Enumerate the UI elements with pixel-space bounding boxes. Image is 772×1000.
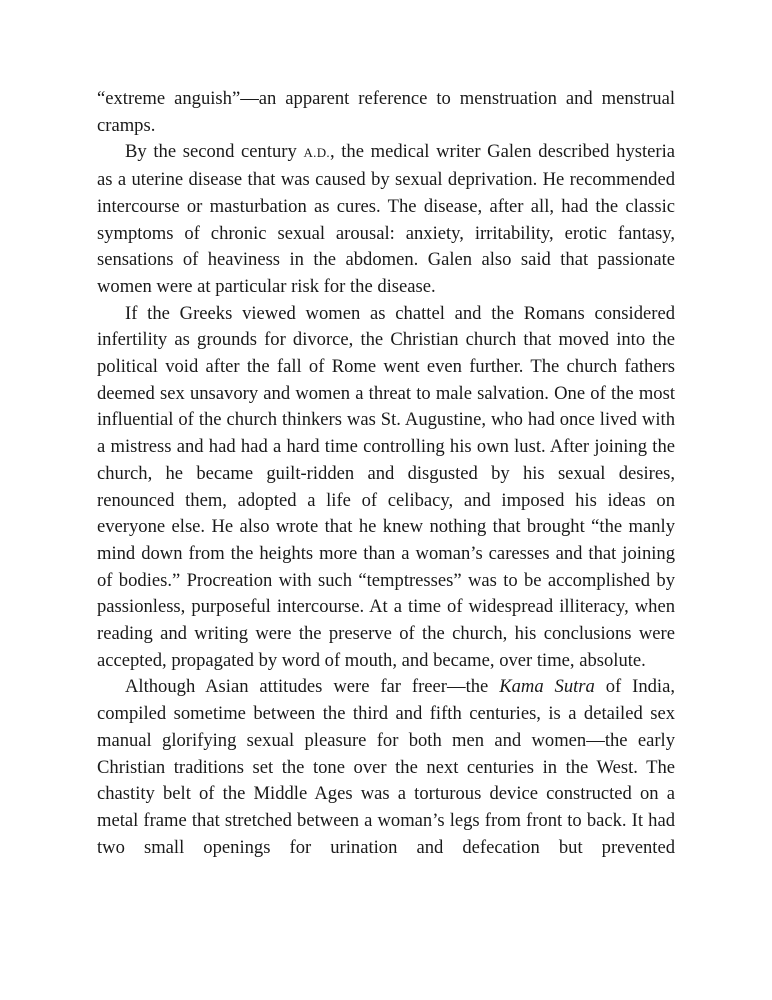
text-segment: Although Asian attitudes were far freer—the	[125, 676, 500, 698]
text-segment: “extreme anguish”—an apparent reference to menstruation and menstrual cramps.	[97, 88, 675, 136]
paragraph-2	[97, 139, 675, 300]
text-segment: , the medical writer Galen described hysteria as a uterine disease that was caused by sexual deprivation. He recommended intercourse or masturbation as cures. The disease, after all, had the classic symptoms of chronic sexual arousal: anxiety, irritability, erotic fantasy, sensations of heaviness in the abdomen. Galen also said that passionate women were at particular risk for the disease.	[97, 141, 676, 297]
text-segment: of India, compiled sometime between the third and fifth centuries, is a detailed sex manual glorifying sexual pleasure for both men and women—the early Christian traditions set the tone over the next centuries in the West. The chastity belt of the Middle Ages was a torturous device constructed on a metal frame that stretched between a woman’s legs from front to back. It had two small openings for urination and defecation but prevented	[97, 676, 675, 858]
paragraph-1	[97, 86, 675, 139]
text-segment: By the second century	[125, 141, 304, 163]
book-page	[97, 86, 675, 861]
era-abbreviation: A.D.	[303, 145, 330, 161]
book-title: Kama Sutra	[499, 676, 595, 698]
text-segment: If the Greeks viewed women as chattel and the Romans considered infertility as grounds for divorce, the Christian church that moved into the political void after the fall of Rome went even further. The church fathers deemed sex unsavory and women a threat to male salvation. One of the most influential of the church thinkers was St. Augustine, who had once lived with a mistress and had had a hard time controlling his own lust. After joining the church, he became guilt-ridden and disgusted by his sexual desires, renounced them, adopted a life of celibacy, and imposed his ideas on everyone else. He also wrote that he knew nothing that brought “the manly mind down from the heights more than a woman’s caresses and that joining of bodies.” Procreation with such “temptresses” was to be accomplished by passionless, purposeful intercourse. At a time of widespread illiteracy, when reading and writing were the preserve of the church, his conclusions were accepted, propagated by word of mouth, and became, over time, absolute.	[97, 302, 675, 671]
paragraph-3	[97, 301, 675, 675]
paragraph-4	[97, 674, 675, 861]
